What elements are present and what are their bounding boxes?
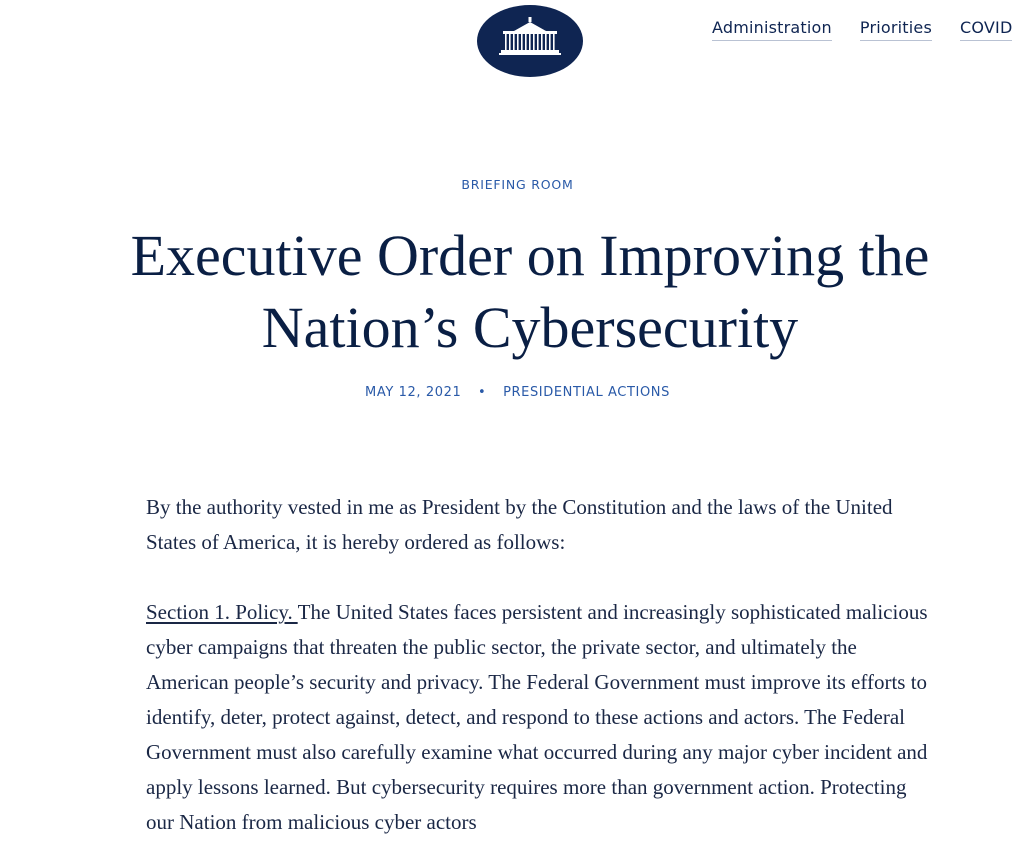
white-house-icon bbox=[477, 5, 583, 77]
section-1-paragraph bbox=[146, 595, 936, 840]
article-meta bbox=[0, 385, 1035, 400]
section-1-heading: Section 1. Policy. bbox=[146, 600, 298, 624]
main-nav bbox=[712, 18, 1035, 41]
white-house-logo[interactable] bbox=[477, 5, 583, 77]
nav-item-administration[interactable]: Administration bbox=[712, 18, 832, 41]
category-link[interactable]: BRIEFING ROOM bbox=[461, 177, 574, 192]
article-body bbox=[146, 490, 936, 860]
page-title bbox=[40, 220, 1020, 364]
title-line-1: Executive Order on Improving the bbox=[130, 223, 930, 288]
title-line-2: Nation’s Cybersecurity bbox=[261, 295, 799, 360]
meta-separator: • bbox=[478, 385, 487, 400]
intro-paragraph: By the authority vested in me as President by the Constitution and the laws of the United States of America, it is hereby ordered as follows: bbox=[146, 495, 893, 554]
publish-date: MAY 12, 2021 bbox=[365, 385, 462, 400]
section-link[interactable]: PRESIDENTIAL ACTIONS bbox=[503, 385, 670, 400]
nav-item-priorities[interactable]: Priorities bbox=[860, 18, 932, 41]
nav-item-covid[interactable]: COVID bbox=[960, 18, 1012, 41]
section-1-text: The United States faces persistent and increasingly sophisticated malicious cyber campaigns that threaten the public sector, the private sector, and ultimately the American people’s security and privacy. The Federal Government must improve its efforts to identify, deter, protect against, detect, and respond to these actions and actors. The Federal Government must also carefully examine what occurred during any major cyber incident and apply lessons learned. But cybersecurity requires more than government action. Protecting our Nation from malicious cyber actors bbox=[146, 600, 928, 834]
